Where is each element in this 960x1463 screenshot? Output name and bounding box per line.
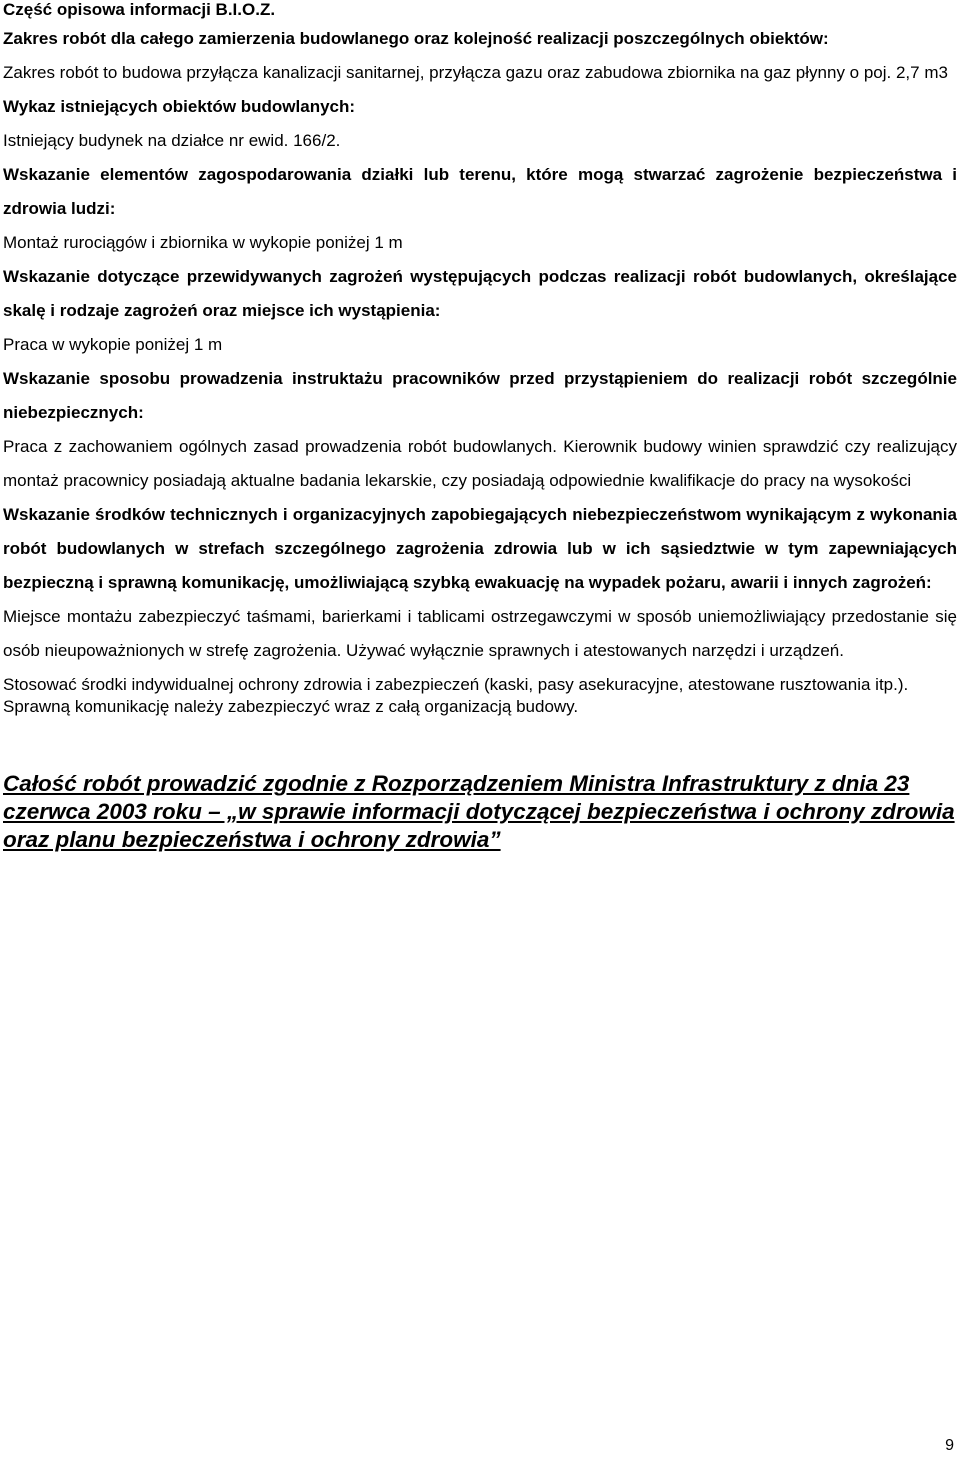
page-number: 9: [945, 1437, 954, 1454]
section-heading-scope: Zakres robót dla całego zamierzenia budowlanego oraz kolejność realizacji poszczególnych obiektów:: [3, 29, 829, 48]
section-heading-expected-hazards: Wskazanie dotyczące przewidywanych zagrożeń występujących podczas realizacji robót budowlanych, określające skalę i rodzaje zagrożeń oraz miejsce ich wystąpienia:: [3, 267, 957, 320]
regulation-closing-statement: Całość robót prowadzić zgodnie z Rozporządzeniem Ministra Infrastruktury z dnia 23 czerwca 2003 roku – „w sprawie informacji dotyczącej bezpieczeństwa i ochrony zdrowia oraz planu bezpieczeństwa i ochrony zdrowia”: [3, 771, 955, 852]
section-body-safety-measures: Miejsce montażu zabezpieczyć taśmami, barierkami i tablicami ostrzegawczymi w sposób uniemożliwiający przedostanie się osób nieupoważnionych w strefę zagrożenia. Używać wyłącznie sprawnych i atestowanych narzędzi i urządzeń.: [3, 607, 957, 660]
document-title: Część opisowa informacji B.I.O.Z.: [3, 0, 276, 19]
section-heading-site-hazards: Wskazanie elementów zagospodarowania działki lub terenu, które mogą stwarzać zagrożenie bezpieczeństwa i zdrowia ludzi:: [3, 165, 957, 218]
section-heading-worker-instruction: Wskazanie sposobu prowadzenia instruktażu pracowników przed przystąpieniem do realizacji robót szczególnie niebezpiecznych:: [3, 369, 957, 422]
section-body-existing-buildings: Istniejący budynek na działce nr ewid. 166/2.: [3, 131, 341, 150]
section-body-expected-hazards: Praca w wykopie poniżej 1 m: [3, 335, 223, 354]
protective-equipment-paragraph: Stosować środki indywidualnej ochrony zdrowia i zabezpieczeń (kaski, pasy asekuracyjne, atestowane rusztowania itp.). Sprawną komunikację należy zabezpieczyć wraz z całą organizacją budowy.: [3, 675, 909, 716]
section-body-worker-instruction: Praca z zachowaniem ogólnych zasad prowadzenia robót budowlanych. Kierownik budowy winien sprawdzić czy realizujący montaż pracownicy posiadają aktualne badania lekarskie, czy posiadają odpowiednie kwalifikacje do pracy na wysokości: [3, 437, 957, 490]
document-page: [3, 0, 957, 854]
section-body-site-hazards: Montaż rurociągów i zbiornika w wykopie poniżej 1 m: [3, 233, 403, 252]
section-heading-safety-measures: Wskazanie środków technicznych i organizacyjnych zapobiegających niebezpieczeństwom wynikającym z wykonania robót budowlanych w strefach szczególnego zagrożenia zdrowia lub w ich sąsiedztwie w tym zapewniających bezpieczną i sprawną komunikację, umożliwiającą szybką ewakuację na wypadek pożaru, awarii i innych zagrożeń:: [3, 505, 957, 592]
section-body-scope: Zakres robót to budowa przyłącza kanalizacji sanitarnej, przyłącza gazu oraz zabudowa zbiornika na gaz płynny o poj. 2,7 m3: [3, 63, 948, 82]
section-heading-existing-buildings: Wykaz istniejących obiektów budowlanych:: [3, 97, 356, 116]
